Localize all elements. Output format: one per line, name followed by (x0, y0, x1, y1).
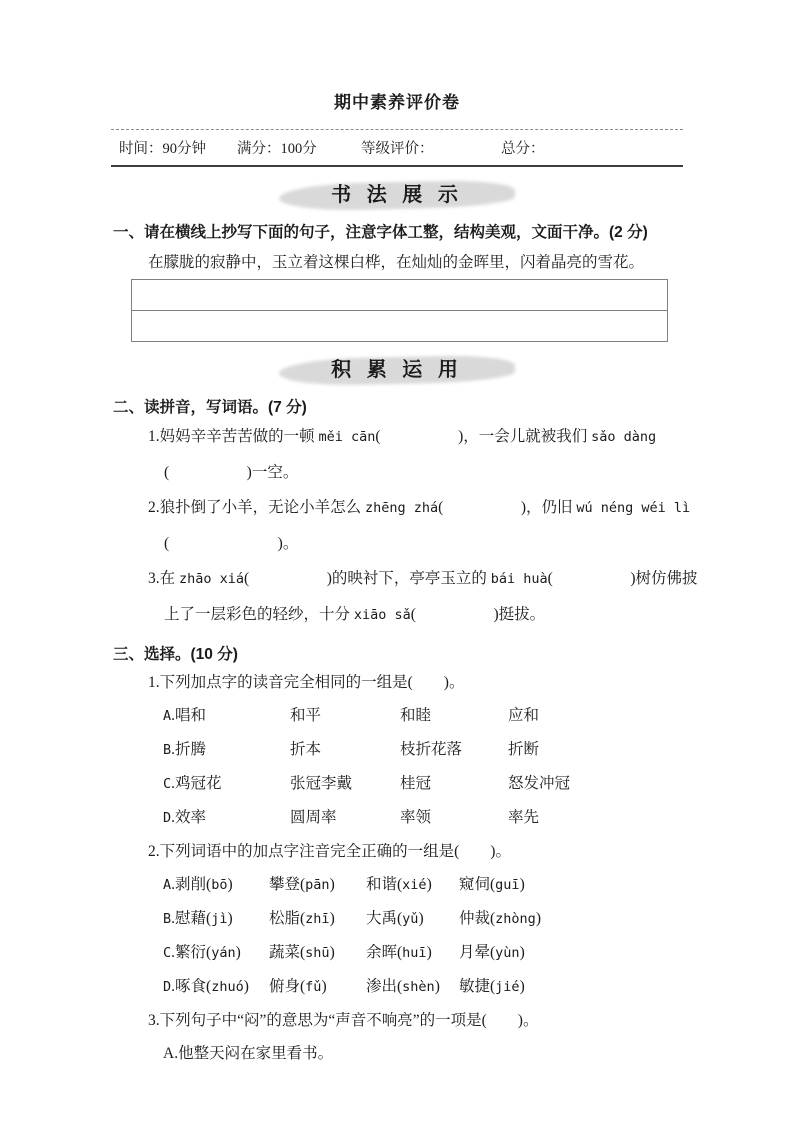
choice-q1-options (163, 699, 685, 835)
pinyin-text: B (163, 742, 172, 758)
section-banner-accumulation: 积 累 运 用 (0, 354, 794, 386)
pinyin-text: bō (211, 877, 228, 893)
option-cell: 和平 (290, 707, 322, 724)
option-cell: 率领 (400, 809, 432, 826)
option-cell: 桂冠 (400, 775, 432, 792)
option-cell: 折本 (290, 741, 322, 758)
option-row (163, 733, 685, 767)
pinyin-text: wú néng wéi lì (576, 500, 691, 516)
pinyin-text: yán (211, 945, 236, 961)
writing-line-2[interactable] (132, 311, 667, 341)
pinyin-text: xiāo sǎ (353, 607, 411, 623)
pinyin-text: C (163, 776, 172, 792)
pinyin-text: D (163, 979, 172, 995)
option-cell: 圆周率 (290, 809, 337, 826)
writing-line-1[interactable] (132, 280, 667, 311)
pinyin-text: yǔ (402, 911, 419, 927)
option-cell-label: B.折腾 (163, 741, 207, 758)
pinyin-text: sǎo dàng (591, 429, 657, 445)
option-cell: 仲裁(zhòng) (459, 910, 541, 927)
option-cell-label: C.繁衍(yán) (163, 944, 241, 961)
option-cell: 和谐(xié) (366, 876, 432, 893)
option-cell: 大禹(yǔ) (366, 910, 424, 927)
option-cell: 窥伺(guī) (459, 876, 525, 893)
option-cell-label: A.唱和 (163, 707, 207, 724)
question-one-heading: 一、请在横线上抄写下面的句子，注意字体工整，结构美观，文面干净。(2 分) (113, 224, 648, 241)
pinyin-item-line: ( )一空。 (164, 464, 299, 481)
pinyin-text: huī (402, 945, 427, 961)
pinyin-text: zhuó (211, 979, 244, 995)
pinyin-text: yùn (495, 945, 520, 961)
option-cell: 枝折花落 (400, 741, 463, 758)
pinyin-item-1 (148, 419, 685, 490)
writing-box (131, 279, 668, 342)
pinyin-item-line: 1.妈妈辛辛苦苦做的一顿 měi cān( )，一会儿就被我们 sǎo dàng (148, 428, 657, 445)
grade-evaluation-field: 等级评价： (361, 141, 434, 157)
pinyin-text: fǔ (305, 979, 322, 995)
pinyin-item-2 (148, 490, 691, 561)
paper-title: 期中素养评价卷 (334, 93, 460, 112)
option-cell: 张冠李戴 (290, 775, 353, 792)
pinyin-text: A (163, 877, 172, 893)
pinyin-text: zhāo xiá (179, 571, 245, 587)
pinyin-text: D (163, 810, 172, 826)
pinyin-item-line: 上了一层彩色的轻纱，十分 xiāo sǎ( )挺拔。 (164, 606, 546, 623)
option-cell-label: B.慰藉(jì) (163, 910, 233, 927)
pinyin-item-line: 3.在 zhāo xiá( )的映衬下，亭亭玉立的 bái huà( )树仿佛披 (148, 570, 698, 587)
option-row (163, 902, 685, 936)
option-cell: 怒发冲冠 (508, 775, 571, 792)
option-cell: 敏捷(jié) (459, 978, 525, 995)
option-cell: 俯身(fǔ) (269, 978, 327, 995)
pinyin-text: zhī (305, 911, 330, 927)
pinyin-text: bái huà (490, 571, 548, 587)
option-cell: 蔬菜(shū) (269, 944, 335, 961)
exam-info-bar (111, 129, 683, 167)
choice-q2-options (163, 868, 685, 1004)
pinyin-text: A (163, 708, 172, 724)
option-cell: 渗出(shèn) (366, 978, 440, 995)
pinyin-text: guī (495, 877, 520, 893)
option-cell-label: C.鸡冠花 (163, 775, 222, 792)
pinyin-text: jié (495, 979, 520, 995)
pinyin-text: xié (402, 877, 427, 893)
option-row (163, 699, 685, 733)
pinyin-text: zhòng (495, 911, 536, 927)
pinyin-text: B (163, 911, 172, 927)
total-score-field: 总分： (501, 141, 545, 157)
option-cell-label: D.效率 (163, 809, 207, 826)
option-row (163, 767, 685, 801)
pinyin-text: jì (211, 911, 228, 927)
section-banner-calligraphy: 书 法 展 示 (0, 179, 794, 211)
option-cell: 率先 (508, 809, 540, 826)
exam-full-score: 满分：100分 (237, 141, 317, 157)
pinyin-text: pān (305, 877, 330, 893)
option-row (163, 970, 685, 1004)
option-cell: 攀登(pān) (269, 876, 335, 893)
exam-time: 时间：90分钟 (119, 141, 206, 157)
pinyin-text: C (163, 945, 172, 961)
option-cell-label: A.剥削(bō) (163, 876, 233, 893)
choice-q3-option-a: A.他整天闷在家里看书。 (163, 1045, 334, 1062)
pinyin-text: měi cān (318, 429, 376, 445)
question-three-heading: 三、选择。(10 分) (113, 646, 238, 663)
choice-q2-prompt: 2.下列词语中的加点字注音完全正确的一组是( )。 (148, 843, 511, 860)
pinyin-item-3 (148, 561, 698, 633)
option-cell-label: D.啄食(zhuó) (163, 978, 249, 995)
pinyin-text: zhēng zhá (365, 500, 439, 516)
option-cell: 松脂(zhī) (269, 910, 335, 927)
copy-sentence: 在朦胧的寂静中，玉立着这棵白桦，在灿灿的金晖里，闪着晶亮的雪花。 (148, 254, 645, 271)
pinyin-text: shū (305, 945, 330, 961)
question-two-heading: 二、读拼音，写词语。(7 分) (113, 399, 307, 416)
option-row (163, 868, 685, 902)
option-row (163, 801, 685, 835)
option-cell: 和睦 (400, 707, 432, 724)
option-cell: 月晕(yùn) (459, 944, 525, 961)
option-row (163, 936, 685, 970)
option-cell: 折断 (508, 741, 540, 758)
pinyin-item-line: 2.狼扑倒了小羊，无论小羊怎么 zhēng zhá( )，仍旧 wú néng wéi lì (148, 499, 691, 516)
choice-q3-prompt: 3.下列句子中“闷”的意思为“声音不响亮”的一项是( )。 (148, 1012, 539, 1029)
choice-q1-prompt: 1.下列加点字的读音完全相同的一组是( )。 (148, 674, 465, 691)
pinyin-text: shèn (402, 979, 435, 995)
pinyin-item-line: ( )。 (164, 535, 299, 552)
option-cell: 余晖(huī) (366, 944, 432, 961)
option-cell: 应和 (508, 707, 540, 724)
